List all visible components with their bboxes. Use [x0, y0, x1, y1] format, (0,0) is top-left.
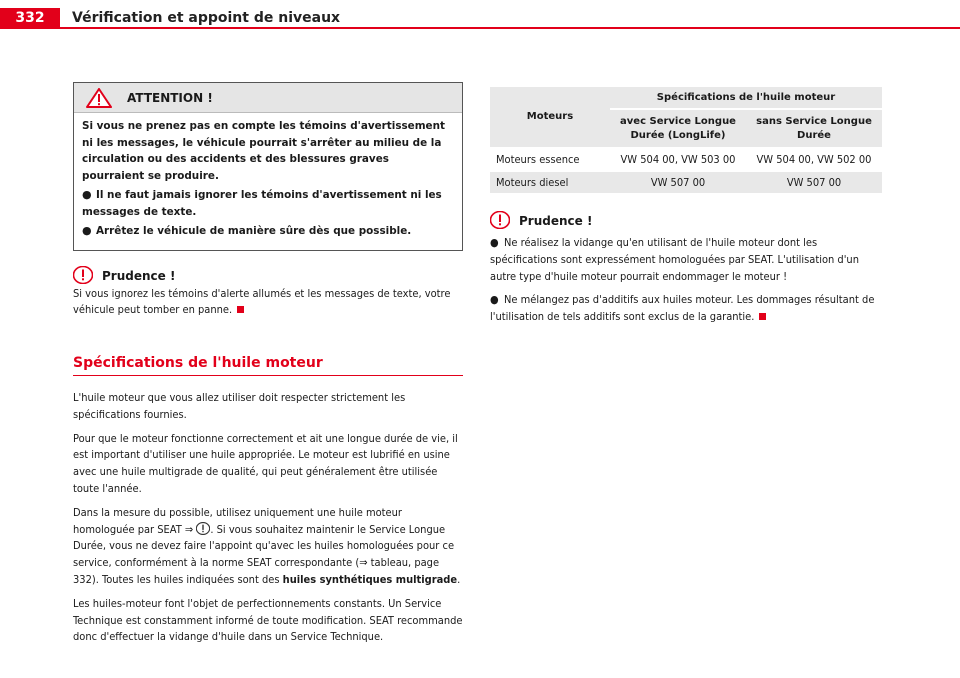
- table-header-row: [490, 87, 882, 108]
- caution-body-right: [490, 235, 882, 326]
- row-label: Moteurs diesel: [490, 172, 610, 193]
- p3-text-a: Dans la mesure du possible, utilisez uniquement une huile moteur homologuée par SEAT: [73, 505, 402, 536]
- header-rule: [60, 27, 960, 29]
- caution-exclamation-icon: [490, 211, 510, 229]
- p3-text-b: . Si vous souhaitez maintenir le Service Longue Durée, vous ne devez faire l'appoint qu'avec les huiles homologuées pour ce service, conformément à la norme SEAT correspondante (: [73, 522, 455, 570]
- caution-heading-right: [490, 211, 882, 231]
- caution-right-bullet-2: [490, 292, 882, 326]
- table-row: [490, 172, 882, 193]
- section-paragraph-1: L'huile moteur que vous allez utiliser doit respecter strictement les spécifications fournies.: [73, 391, 406, 421]
- caution-exclamation-icon[interactable]: [196, 522, 210, 535]
- page-number: 332: [0, 8, 60, 29]
- left-column: [73, 82, 463, 653]
- caution-title-left: Prudence !: [102, 268, 176, 283]
- caution-body-left: [73, 286, 463, 320]
- bullet-icon: ●: [490, 293, 499, 307]
- attention-body: [74, 113, 462, 250]
- p3-text-c: tableau, page 332). Toutes les huiles indiquées sont des: [73, 556, 440, 587]
- caution-exclamation-icon: [73, 266, 93, 284]
- p3-bold: huiles synthétiques multigrade: [282, 573, 458, 587]
- end-marker: [759, 313, 766, 320]
- attention-bullet-2-text: Arrêtez le véhicule de manière sûre dès que possible.: [96, 225, 412, 237]
- caution-right-bullet-1: [490, 235, 882, 285]
- row-cell-with: VW 504 00, VW 503 00: [610, 149, 746, 170]
- caution-title-right: Prudence !: [519, 214, 593, 228]
- attention-title: ATTENTION !: [127, 91, 213, 105]
- table-row: [490, 149, 882, 170]
- page-header: [0, 8, 960, 29]
- right-column: [490, 85, 882, 333]
- caution-text-left-content: Si vous ignorez les témoins d'alerte allumés et les messages de texte, votre véhicule peut tomber en panne.: [73, 286, 451, 317]
- attention-bullet-2: [82, 223, 454, 240]
- row-cell-with: VW 507 00: [610, 172, 746, 193]
- section-paragraph-3: [73, 505, 463, 589]
- row-label: Moteurs essence: [490, 149, 610, 170]
- arrow-ref-table[interactable]: ⇒: [359, 556, 368, 570]
- oil-spec-table: [490, 85, 882, 195]
- bullet-icon: ●: [82, 188, 92, 201]
- section-paragraph-2: Pour que le moteur fonctionne correctement et ait une longue durée de vie, il est important d'utiliser une huile appropriée. Le moteur est lubrifié en usine avec une huile multigrade de qualité, qui peut généralement être utilisée toute l'année.: [73, 431, 458, 496]
- section-title: Spécifications de l'huile moteur: [73, 355, 463, 376]
- attention-bullet-1-text: Il ne faut jamais ignorer les témoins d'avertissement ni les messages de texte.: [82, 189, 442, 218]
- attention-paragraph: Si vous ne prenez pas en compte les témoins d'avertissement ni les messages, le véhicule pourrait s'arrêter au milieu de la circulation ou des accidents et des blessures graves pourraient se produire.: [82, 120, 445, 182]
- caution-heading-left: [73, 266, 463, 286]
- page-title: Vérification et appoint de niveaux: [72, 10, 341, 26]
- caution-text-left: [73, 286, 463, 320]
- bullet-icon: ●: [490, 236, 499, 249]
- section-paragraph-4: Les huiles-moteur font l'objet de perfectionnements constants. Un Service Technique est constamment informé de toute modification. SEAT recommande donc d'effectuer la vidange d'huile dans un Service Technique.: [73, 596, 463, 644]
- attention-bullet-1: [82, 187, 454, 220]
- caution-right-bullet-2-text: Ne mélangez pas d'additifs aux huiles moteur. Les dommages résultant de l'utilisation de tels additifs sont exclus de la garantie.: [490, 293, 875, 324]
- section-body: [73, 390, 463, 646]
- attention-box: [73, 82, 463, 251]
- header-without-longlife: sans Service Longue Durée: [746, 110, 882, 147]
- arrow-ref[interactable]: ⇒: [184, 522, 194, 536]
- bullet-icon: ●: [82, 224, 92, 237]
- row-cell-without: VW 504 00, VW 502 00: [746, 149, 882, 170]
- row-cell-without: VW 507 00: [746, 172, 882, 193]
- end-marker: [237, 306, 244, 313]
- header-motors: Moteurs: [490, 87, 610, 147]
- p3-text-d: .: [457, 573, 461, 587]
- caution-right-bullet-1-text: Ne réalisez la vidange qu'en utilisant de l'huile moteur dont les spécifications sont expressément homologuées par SEAT. L'utilisation d'un autre type d'huile moteur pourrait endommager le moteur !: [490, 236, 859, 283]
- attention-header: [74, 83, 462, 113]
- warning-triangle-icon: [86, 88, 112, 108]
- header-spec-group: Spécifications de l'huile moteur: [610, 87, 882, 108]
- header-with-longlife: avec Service Longue Durée (LongLife): [610, 110, 746, 147]
